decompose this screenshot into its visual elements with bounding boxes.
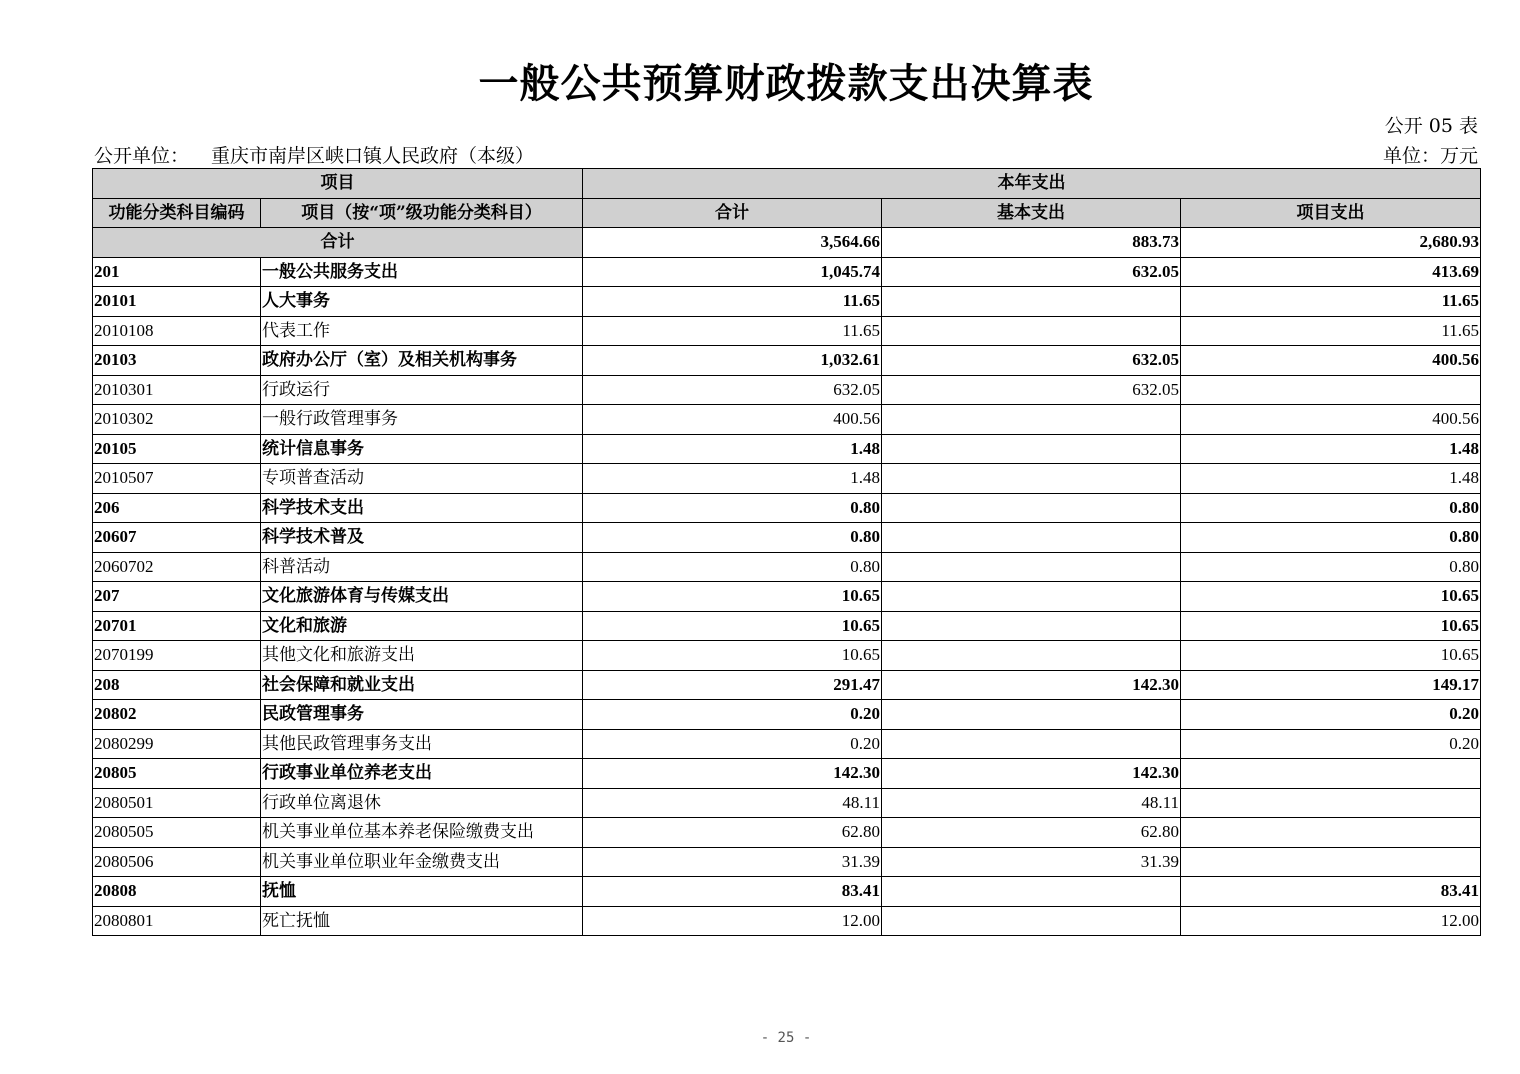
row-code: 2080801 [93, 906, 261, 936]
row-project: 11.65 [1181, 287, 1481, 317]
row-basic: 48.11 [882, 788, 1181, 818]
row-code: 2010302 [93, 405, 261, 435]
total-sum: 3,564.66 [583, 228, 882, 258]
row-basic [882, 641, 1181, 671]
row-code: 20101 [93, 287, 261, 317]
row-name: 专项普查活动 [261, 464, 583, 494]
table-row [93, 906, 1481, 936]
row-total: 11.65 [583, 316, 882, 346]
row-name: 抚恤 [261, 877, 583, 907]
row-total: 31.39 [583, 847, 882, 877]
row-code: 20805 [93, 759, 261, 789]
header-row-1 [93, 169, 1481, 199]
header-current-year: 本年支出 [583, 169, 1481, 199]
row-project: 83.41 [1181, 877, 1481, 907]
row-project: 1.48 [1181, 464, 1481, 494]
header-name: 项目（按“项”级功能分类科目） [261, 198, 583, 228]
row-basic [882, 877, 1181, 907]
row-project: 10.65 [1181, 611, 1481, 641]
row-code: 208 [93, 670, 261, 700]
header-row-2 [93, 198, 1481, 228]
row-name: 人大事务 [261, 287, 583, 317]
row-code: 2060702 [93, 552, 261, 582]
row-name: 死亡抚恤 [261, 906, 583, 936]
row-total: 400.56 [583, 405, 882, 435]
row-basic [882, 582, 1181, 612]
row-basic [882, 405, 1181, 435]
row-basic: 632.05 [882, 375, 1181, 405]
table-row [93, 611, 1481, 641]
header-item: 项目 [93, 169, 583, 199]
row-name: 其他文化和旅游支出 [261, 641, 583, 671]
row-basic [882, 464, 1181, 494]
row-project [1181, 375, 1481, 405]
row-basic [882, 700, 1181, 730]
unit-name: 重庆市南岸区峡口镇人民政府（本级） [211, 145, 535, 167]
row-basic [882, 906, 1181, 936]
unit-row [94, 141, 1478, 168]
table-row [93, 316, 1481, 346]
row-total: 291.47 [583, 670, 882, 700]
row-total: 83.41 [583, 877, 882, 907]
row-code: 2010108 [93, 316, 261, 346]
table-row [93, 788, 1481, 818]
row-total: 10.65 [583, 582, 882, 612]
table-row [93, 464, 1481, 494]
row-basic: 142.30 [882, 670, 1181, 700]
page-title: 一般公共预算财政拨款支出决算表 [478, 60, 1094, 107]
row-basic [882, 316, 1181, 346]
row-project: 1.48 [1181, 434, 1481, 464]
table-row [93, 877, 1481, 907]
row-project: 400.56 [1181, 405, 1481, 435]
row-code: 2080299 [93, 729, 261, 759]
row-code: 20701 [93, 611, 261, 641]
row-code: 2080501 [93, 788, 261, 818]
header-total: 合计 [583, 198, 882, 228]
row-project: 10.65 [1181, 582, 1481, 612]
row-name: 行政运行 [261, 375, 583, 405]
row-name: 一般行政管理事务 [261, 405, 583, 435]
row-total: 12.00 [583, 906, 882, 936]
table-row [93, 641, 1481, 671]
budget-table [92, 168, 1481, 936]
row-project [1181, 847, 1481, 877]
row-code: 2080506 [93, 847, 261, 877]
row-total: 1.48 [583, 464, 882, 494]
table-row [93, 257, 1481, 287]
form-number: 公开 05 表 [1384, 115, 1478, 137]
row-project: 10.65 [1181, 641, 1481, 671]
row-total: 0.80 [583, 552, 882, 582]
row-basic: 62.80 [882, 818, 1181, 848]
row-total: 62.80 [583, 818, 882, 848]
row-name: 机关事业单位基本养老保险缴费支出 [261, 818, 583, 848]
row-code: 206 [93, 493, 261, 523]
header-basic: 基本支出 [882, 198, 1181, 228]
row-name: 代表工作 [261, 316, 583, 346]
row-project: 11.65 [1181, 316, 1481, 346]
row-code: 2010507 [93, 464, 261, 494]
table-row [93, 375, 1481, 405]
row-code: 2080505 [93, 818, 261, 848]
row-project [1181, 759, 1481, 789]
row-project: 0.20 [1181, 729, 1481, 759]
row-basic [882, 287, 1181, 317]
row-project: 400.56 [1181, 346, 1481, 376]
table-body [93, 228, 1481, 936]
table-row [93, 346, 1481, 376]
row-name: 文化旅游体育与传媒支出 [261, 582, 583, 612]
row-code: 20103 [93, 346, 261, 376]
table-row [93, 818, 1481, 848]
row-total: 1.48 [583, 434, 882, 464]
row-total: 1,032.61 [583, 346, 882, 376]
row-code: 207 [93, 582, 261, 612]
row-name: 一般公共服务支出 [261, 257, 583, 287]
header-project: 项目支出 [1181, 198, 1481, 228]
row-basic [882, 434, 1181, 464]
row-project [1181, 818, 1481, 848]
row-code: 20607 [93, 523, 261, 553]
row-basic: 142.30 [882, 759, 1181, 789]
table-row [93, 523, 1481, 553]
row-name: 社会保障和就业支出 [261, 670, 583, 700]
total-label: 合计 [93, 228, 583, 258]
header-code: 功能分类科目编码 [93, 198, 261, 228]
currency-unit: 单位：万元 [1382, 145, 1478, 167]
table-row [93, 759, 1481, 789]
row-total: 0.80 [583, 493, 882, 523]
row-project [1181, 788, 1481, 818]
row-total: 632.05 [583, 375, 882, 405]
row-total: 142.30 [583, 759, 882, 789]
row-project: 12.00 [1181, 906, 1481, 936]
row-total: 1,045.74 [583, 257, 882, 287]
total-row [93, 228, 1481, 258]
row-name: 民政管理事务 [261, 700, 583, 730]
row-name: 科学技术普及 [261, 523, 583, 553]
row-name: 统计信息事务 [261, 434, 583, 464]
table-row [93, 287, 1481, 317]
total-basic: 883.73 [882, 228, 1181, 258]
row-code: 20802 [93, 700, 261, 730]
row-name: 文化和旅游 [261, 611, 583, 641]
row-name: 行政事业单位养老支出 [261, 759, 583, 789]
row-total: 0.20 [583, 700, 882, 730]
unit-label: 公开单位： [94, 145, 190, 167]
row-name: 科学技术支出 [261, 493, 583, 523]
total-project: 2,680.93 [1181, 228, 1481, 258]
row-name: 科普活动 [261, 552, 583, 582]
row-code: 20808 [93, 877, 261, 907]
table-row [93, 493, 1481, 523]
row-basic: 632.05 [882, 346, 1181, 376]
row-project: 149.17 [1181, 670, 1481, 700]
row-project: 0.80 [1181, 552, 1481, 582]
table-row [93, 552, 1481, 582]
row-code: 2070199 [93, 641, 261, 671]
row-basic [882, 729, 1181, 759]
row-basic [882, 611, 1181, 641]
row-basic [882, 523, 1181, 553]
page-number: - 25 - [760, 1030, 812, 1046]
row-code: 201 [93, 257, 261, 287]
table-row [93, 729, 1481, 759]
row-total: 10.65 [583, 641, 882, 671]
row-name: 行政单位离退休 [261, 788, 583, 818]
row-name: 其他民政管理事务支出 [261, 729, 583, 759]
row-name: 机关事业单位职业年金缴费支出 [261, 847, 583, 877]
row-basic [882, 552, 1181, 582]
row-basic [882, 493, 1181, 523]
row-code: 20105 [93, 434, 261, 464]
row-total: 10.65 [583, 611, 882, 641]
table-row [93, 434, 1481, 464]
row-total: 0.80 [583, 523, 882, 553]
row-basic: 31.39 [882, 847, 1181, 877]
row-total: 0.20 [583, 729, 882, 759]
row-project: 0.80 [1181, 523, 1481, 553]
row-basic: 632.05 [882, 257, 1181, 287]
row-code: 2010301 [93, 375, 261, 405]
table-row [93, 405, 1481, 435]
row-project: 413.69 [1181, 257, 1481, 287]
table-row [93, 670, 1481, 700]
table-row [93, 700, 1481, 730]
row-total: 11.65 [583, 287, 882, 317]
table-row [93, 582, 1481, 612]
row-name: 政府办公厅（室）及相关机构事务 [261, 346, 583, 376]
row-project: 0.20 [1181, 700, 1481, 730]
row-project: 0.80 [1181, 493, 1481, 523]
row-total: 48.11 [583, 788, 882, 818]
table-row [93, 847, 1481, 877]
